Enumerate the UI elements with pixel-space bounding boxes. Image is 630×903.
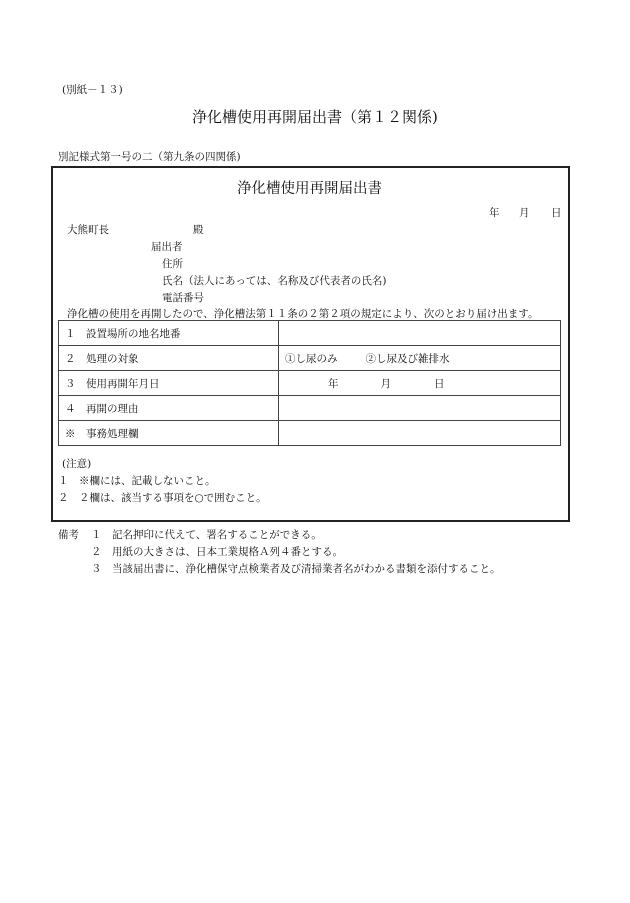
address-label: 住所 <box>162 258 183 270</box>
note-item: ２ ２欄は、該当する事項を○で囲むこと。 <box>58 492 267 504</box>
notifier-label: 届出者 <box>151 241 183 253</box>
honorific: 殿 <box>193 224 204 236</box>
table-row <box>59 421 561 446</box>
attachment-label: (別紙－１３) <box>62 84 123 96</box>
form-reference: 別記様式第一号の二（第九条の四関係) <box>58 151 241 163</box>
date-day: 日 <box>551 207 562 219</box>
phone-label: 電話番号 <box>162 292 204 304</box>
row-value-location[interactable] <box>279 321 561 346</box>
remark-item: ３ 当該届出書に、浄化槽保守点検業者及び清掃業者名がわかる書類を添付すること。 <box>91 563 501 575</box>
date-year: 年 <box>489 207 500 219</box>
table-row <box>59 396 561 421</box>
row-value-treatment[interactable] <box>279 346 561 371</box>
option-night-soil-only[interactable]: ①し尿のみ <box>285 352 338 365</box>
row-label: ２ 処理の対象 <box>59 346 279 371</box>
remark-item: ２ 用紙の大きさは、日本工業規格Ａ列４番とする。 <box>91 546 343 558</box>
row-value-resume-date[interactable] <box>279 371 561 396</box>
name-label: 氏名（法人にあっては、名称及び代表者の氏名) <box>162 275 387 287</box>
notes-heading: (注意) <box>62 458 92 470</box>
date-month: 月 <box>519 207 530 219</box>
resume-year: 年 <box>328 377 339 390</box>
resume-day: 日 <box>434 377 445 390</box>
row-label: ４ 再開の理由 <box>59 396 279 421</box>
row-value-reason[interactable] <box>279 396 561 421</box>
row-value-office-use <box>279 421 561 446</box>
declaration-text: 浄化槽の使用を再開したので、浄化槽法第１１条の２第２項の規定により、次のとおり届け出ます。 <box>67 308 539 320</box>
form-title: 浄化槽使用再開届出書 <box>237 181 382 197</box>
row-label: ３ 使用再開年月日 <box>59 371 279 396</box>
resume-month: 月 <box>380 377 391 390</box>
table-row <box>59 371 561 396</box>
note-item: １ ※欄には、記載しないこと。 <box>58 475 216 487</box>
table-row <box>59 346 561 371</box>
addressee: 大熊町長 <box>67 224 109 236</box>
remarks-heading: 備考 <box>58 529 79 541</box>
row-label: １ 設置場所の地名地番 <box>59 321 279 346</box>
option-night-soil-and-wastewater[interactable]: ②し尿及び雑排水 <box>365 352 450 365</box>
remark-item: １ 記名押印に代えて、署名することができる。 <box>91 529 322 541</box>
row-label: ※ 事務処理欄 <box>59 421 279 446</box>
page-title: 浄化槽使用再開届出書（第１２関係) <box>192 108 438 126</box>
items-table <box>58 320 561 446</box>
table-row <box>59 321 561 346</box>
